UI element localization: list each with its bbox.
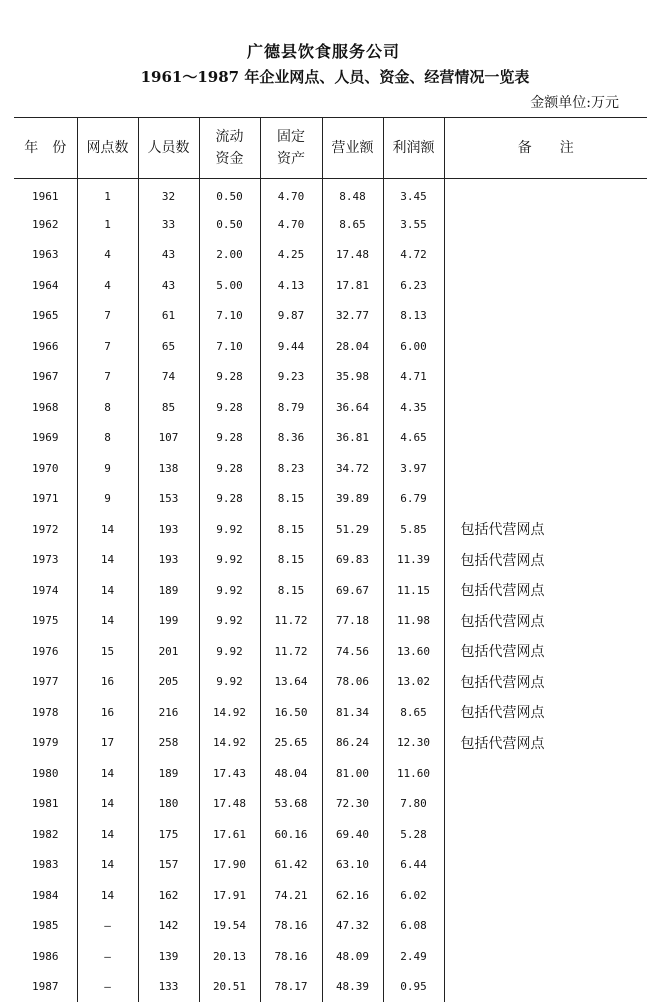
cell-remarks bbox=[444, 362, 647, 393]
cell-year: 1978 bbox=[14, 697, 77, 728]
cell-revenue: 35.98 bbox=[322, 362, 383, 393]
cell-outlets: 7 bbox=[77, 331, 138, 362]
cell-year: 1973 bbox=[14, 545, 77, 576]
cell-year: 1983 bbox=[14, 850, 77, 881]
cell-year: 1977 bbox=[14, 667, 77, 698]
cell-outlets: — bbox=[77, 911, 138, 942]
table-row bbox=[14, 697, 647, 728]
cell-staff: 201 bbox=[138, 636, 199, 667]
cell-outlets: 8 bbox=[77, 423, 138, 454]
cell-remarks bbox=[444, 850, 647, 881]
cell-remarks bbox=[444, 392, 647, 423]
cell-revenue: 72.30 bbox=[322, 789, 383, 820]
cell-working-capital: 0.50 bbox=[199, 209, 260, 240]
cell-staff: 180 bbox=[138, 789, 199, 820]
cell-revenue: 51.29 bbox=[322, 514, 383, 545]
cell-remarks bbox=[444, 880, 647, 911]
table-row bbox=[14, 819, 647, 850]
cell-year: 1971 bbox=[14, 484, 77, 515]
cell-remarks: 包括代营网点 bbox=[444, 606, 647, 637]
cell-outlets: 14 bbox=[77, 850, 138, 881]
table-row bbox=[14, 911, 647, 942]
cell-fixed-assets: 78.17 bbox=[260, 972, 322, 1002]
cell-fixed-assets: 4.70 bbox=[260, 209, 322, 240]
cell-profit: 8.13 bbox=[383, 301, 444, 332]
header-remarks: 备 注 bbox=[444, 118, 647, 179]
header-outlets: 网点数 bbox=[77, 118, 138, 179]
cell-year: 1986 bbox=[14, 941, 77, 972]
cell-revenue: 48.09 bbox=[322, 941, 383, 972]
cell-outlets: 14 bbox=[77, 575, 138, 606]
table-row bbox=[14, 636, 647, 667]
cell-year: 1965 bbox=[14, 301, 77, 332]
header-profit: 利润额 bbox=[383, 118, 444, 179]
cell-working-capital: 9.28 bbox=[199, 423, 260, 454]
cell-fixed-assets: 25.65 bbox=[260, 728, 322, 759]
cell-revenue: 39.89 bbox=[322, 484, 383, 515]
cell-remarks bbox=[444, 911, 647, 942]
cell-profit: 4.65 bbox=[383, 423, 444, 454]
cell-remarks bbox=[444, 331, 647, 362]
cell-staff: 107 bbox=[138, 423, 199, 454]
cell-profit: 11.60 bbox=[383, 758, 444, 789]
cell-remarks: 包括代营网点 bbox=[444, 697, 647, 728]
cell-outlets: 14 bbox=[77, 758, 138, 789]
cell-working-capital: 17.48 bbox=[199, 789, 260, 820]
cell-working-capital: 20.51 bbox=[199, 972, 260, 1002]
table-row bbox=[14, 484, 647, 515]
cell-fixed-assets: 8.15 bbox=[260, 514, 322, 545]
cell-profit: 6.79 bbox=[383, 484, 444, 515]
cell-fixed-assets: 48.04 bbox=[260, 758, 322, 789]
cell-remarks: 包括代营网点 bbox=[444, 728, 647, 759]
cell-staff: 65 bbox=[138, 331, 199, 362]
cell-working-capital: 0.50 bbox=[199, 179, 260, 210]
table-row bbox=[14, 270, 647, 301]
cell-year: 1974 bbox=[14, 575, 77, 606]
cell-year: 1985 bbox=[14, 911, 77, 942]
cell-profit: 6.44 bbox=[383, 850, 444, 881]
header-year: 年 份 bbox=[14, 118, 77, 179]
cell-profit: 3.55 bbox=[383, 209, 444, 240]
cell-profit: 13.60 bbox=[383, 636, 444, 667]
cell-working-capital: 9.92 bbox=[199, 606, 260, 637]
cell-remarks: 包括代营网点 bbox=[444, 514, 647, 545]
cell-working-capital: 14.92 bbox=[199, 728, 260, 759]
cell-staff: 199 bbox=[138, 606, 199, 637]
cell-staff: 157 bbox=[138, 850, 199, 881]
cell-profit: 11.15 bbox=[383, 575, 444, 606]
cell-remarks: 包括代营网点 bbox=[444, 636, 647, 667]
table-body bbox=[14, 179, 647, 1002]
table-row bbox=[14, 209, 647, 240]
cell-profit: 4.72 bbox=[383, 240, 444, 271]
cell-remarks: 包括代营网点 bbox=[444, 667, 647, 698]
cell-year: 1984 bbox=[14, 880, 77, 911]
table-row bbox=[14, 758, 647, 789]
table-row bbox=[14, 240, 647, 271]
cell-outlets: 16 bbox=[77, 697, 138, 728]
cell-fixed-assets: 9.23 bbox=[260, 362, 322, 393]
header-working-capital bbox=[199, 118, 260, 179]
unit-label: 金额单位:万元 bbox=[530, 92, 619, 112]
cell-fixed-assets: 11.72 bbox=[260, 606, 322, 637]
cell-revenue: 78.06 bbox=[322, 667, 383, 698]
cell-outlets: — bbox=[77, 941, 138, 972]
cell-fixed-assets: 78.16 bbox=[260, 911, 322, 942]
cell-fixed-assets: 8.36 bbox=[260, 423, 322, 454]
table-header-row bbox=[14, 118, 647, 179]
cell-revenue: 48.39 bbox=[322, 972, 383, 1002]
cell-remarks bbox=[444, 423, 647, 454]
table-row bbox=[14, 728, 647, 759]
cell-profit: 3.45 bbox=[383, 179, 444, 210]
cell-year: 1976 bbox=[14, 636, 77, 667]
cell-staff: 258 bbox=[138, 728, 199, 759]
cell-working-capital: 17.91 bbox=[199, 880, 260, 911]
cell-profit: 3.97 bbox=[383, 453, 444, 484]
cell-remarks bbox=[444, 453, 647, 484]
cell-outlets: 14 bbox=[77, 514, 138, 545]
table-row bbox=[14, 423, 647, 454]
cell-outlets: 17 bbox=[77, 728, 138, 759]
cell-working-capital: 9.28 bbox=[199, 362, 260, 393]
cell-staff: 175 bbox=[138, 819, 199, 850]
cell-fixed-assets: 8.79 bbox=[260, 392, 322, 423]
table-row bbox=[14, 362, 647, 393]
cell-fixed-assets: 16.50 bbox=[260, 697, 322, 728]
cell-remarks bbox=[444, 179, 647, 210]
cell-revenue: 32.77 bbox=[322, 301, 383, 332]
cell-staff: 216 bbox=[138, 697, 199, 728]
cell-working-capital: 9.92 bbox=[199, 514, 260, 545]
cell-revenue: 34.72 bbox=[322, 453, 383, 484]
cell-outlets: 9 bbox=[77, 453, 138, 484]
cell-profit: 8.65 bbox=[383, 697, 444, 728]
cell-revenue: 86.24 bbox=[322, 728, 383, 759]
table-row bbox=[14, 667, 647, 698]
cell-profit: 6.00 bbox=[383, 331, 444, 362]
cell-staff: 162 bbox=[138, 880, 199, 911]
cell-year: 1964 bbox=[14, 270, 77, 301]
cell-profit: 0.95 bbox=[383, 972, 444, 1002]
cell-staff: 153 bbox=[138, 484, 199, 515]
cell-revenue: 17.48 bbox=[322, 240, 383, 271]
cell-fixed-assets: 11.72 bbox=[260, 636, 322, 667]
cell-working-capital: 20.13 bbox=[199, 941, 260, 972]
cell-profit: 12.30 bbox=[383, 728, 444, 759]
table-title: 1961～1987 年企业网点、人员、资金、经营情况一览表 bbox=[0, 66, 647, 87]
cell-revenue: 47.32 bbox=[322, 911, 383, 942]
cell-year: 1982 bbox=[14, 819, 77, 850]
cell-remarks bbox=[444, 484, 647, 515]
cell-remarks: 包括代营网点 bbox=[444, 545, 647, 576]
cell-revenue: 28.04 bbox=[322, 331, 383, 362]
cell-year: 1969 bbox=[14, 423, 77, 454]
header-staff: 人员数 bbox=[138, 118, 199, 179]
cell-working-capital: 7.10 bbox=[199, 331, 260, 362]
table-row bbox=[14, 606, 647, 637]
cell-fixed-assets: 9.87 bbox=[260, 301, 322, 332]
cell-outlets: 14 bbox=[77, 545, 138, 576]
cell-fixed-assets: 61.42 bbox=[260, 850, 322, 881]
cell-working-capital: 9.92 bbox=[199, 636, 260, 667]
cell-revenue: 74.56 bbox=[322, 636, 383, 667]
cell-outlets: 14 bbox=[77, 880, 138, 911]
cell-working-capital: 17.90 bbox=[199, 850, 260, 881]
cell-remarks bbox=[444, 819, 647, 850]
cell-revenue: 81.00 bbox=[322, 758, 383, 789]
cell-outlets: 4 bbox=[77, 240, 138, 271]
cell-profit: 5.85 bbox=[383, 514, 444, 545]
cell-working-capital: 5.00 bbox=[199, 270, 260, 301]
cell-working-capital: 9.28 bbox=[199, 484, 260, 515]
cell-remarks: 包括代营网点 bbox=[444, 575, 647, 606]
cell-working-capital: 2.00 bbox=[199, 240, 260, 271]
cell-revenue: 62.16 bbox=[322, 880, 383, 911]
cell-revenue: 77.18 bbox=[322, 606, 383, 637]
cell-fixed-assets: 4.70 bbox=[260, 179, 322, 210]
cell-outlets: 1 bbox=[77, 179, 138, 210]
cell-outlets: 15 bbox=[77, 636, 138, 667]
cell-working-capital: 7.10 bbox=[199, 301, 260, 332]
cell-remarks bbox=[444, 240, 647, 271]
cell-fixed-assets: 4.25 bbox=[260, 240, 322, 271]
table-row bbox=[14, 789, 647, 820]
cell-fixed-assets: 4.13 bbox=[260, 270, 322, 301]
cell-revenue: 36.64 bbox=[322, 392, 383, 423]
cell-profit: 4.35 bbox=[383, 392, 444, 423]
cell-remarks bbox=[444, 941, 647, 972]
cell-outlets: 7 bbox=[77, 301, 138, 332]
cell-remarks bbox=[444, 209, 647, 240]
page-title: 广德县饮食服务公司 bbox=[0, 39, 647, 62]
cell-revenue: 69.83 bbox=[322, 545, 383, 576]
header-fixed-assets-text: 固定资产 bbox=[276, 126, 306, 170]
cell-working-capital: 14.92 bbox=[199, 697, 260, 728]
cell-fixed-assets: 8.23 bbox=[260, 453, 322, 484]
cell-outlets: 16 bbox=[77, 667, 138, 698]
cell-working-capital: 9.92 bbox=[199, 545, 260, 576]
cell-staff: 189 bbox=[138, 575, 199, 606]
cell-profit: 13.02 bbox=[383, 667, 444, 698]
table-row bbox=[14, 941, 647, 972]
cell-staff: 85 bbox=[138, 392, 199, 423]
cell-profit: 6.08 bbox=[383, 911, 444, 942]
cell-working-capital: 19.54 bbox=[199, 911, 260, 942]
table-row bbox=[14, 179, 647, 210]
cell-fixed-assets: 9.44 bbox=[260, 331, 322, 362]
cell-profit: 11.39 bbox=[383, 545, 444, 576]
cell-staff: 142 bbox=[138, 911, 199, 942]
cell-remarks bbox=[444, 972, 647, 1002]
cell-profit: 11.98 bbox=[383, 606, 444, 637]
cell-outlets: — bbox=[77, 972, 138, 1002]
cell-revenue: 69.67 bbox=[322, 575, 383, 606]
cell-staff: 133 bbox=[138, 972, 199, 1002]
cell-fixed-assets: 78.16 bbox=[260, 941, 322, 972]
cell-revenue: 17.81 bbox=[322, 270, 383, 301]
cell-outlets: 9 bbox=[77, 484, 138, 515]
cell-fixed-assets: 60.16 bbox=[260, 819, 322, 850]
cell-fixed-assets: 8.15 bbox=[260, 575, 322, 606]
table-row bbox=[14, 301, 647, 332]
cell-remarks bbox=[444, 758, 647, 789]
cell-staff: 193 bbox=[138, 545, 199, 576]
cell-profit: 6.23 bbox=[383, 270, 444, 301]
cell-outlets: 8 bbox=[77, 392, 138, 423]
table-row bbox=[14, 972, 647, 1002]
cell-profit: 6.02 bbox=[383, 880, 444, 911]
cell-staff: 32 bbox=[138, 179, 199, 210]
cell-year: 1967 bbox=[14, 362, 77, 393]
cell-revenue: 63.10 bbox=[322, 850, 383, 881]
cell-outlets: 4 bbox=[77, 270, 138, 301]
cell-working-capital: 9.28 bbox=[199, 392, 260, 423]
cell-remarks bbox=[444, 301, 647, 332]
table-row bbox=[14, 514, 647, 545]
data-table bbox=[14, 117, 647, 1002]
cell-outlets: 7 bbox=[77, 362, 138, 393]
cell-staff: 74 bbox=[138, 362, 199, 393]
cell-outlets: 14 bbox=[77, 819, 138, 850]
cell-staff: 43 bbox=[138, 240, 199, 271]
cell-staff: 61 bbox=[138, 301, 199, 332]
cell-revenue: 36.81 bbox=[322, 423, 383, 454]
cell-staff: 189 bbox=[138, 758, 199, 789]
cell-outlets: 1 bbox=[77, 209, 138, 240]
cell-year: 1968 bbox=[14, 392, 77, 423]
table-row bbox=[14, 850, 647, 881]
cell-year: 1975 bbox=[14, 606, 77, 637]
cell-profit: 7.80 bbox=[383, 789, 444, 820]
cell-revenue: 8.65 bbox=[322, 209, 383, 240]
cell-year: 1980 bbox=[14, 758, 77, 789]
table-row bbox=[14, 575, 647, 606]
cell-fixed-assets: 8.15 bbox=[260, 484, 322, 515]
cell-year: 1979 bbox=[14, 728, 77, 759]
header-working-capital-text: 流动资金 bbox=[215, 126, 245, 170]
cell-profit: 5.28 bbox=[383, 819, 444, 850]
table-row bbox=[14, 392, 647, 423]
cell-working-capital: 9.92 bbox=[199, 575, 260, 606]
cell-outlets: 14 bbox=[77, 789, 138, 820]
cell-working-capital: 9.92 bbox=[199, 667, 260, 698]
cell-profit: 2.49 bbox=[383, 941, 444, 972]
cell-staff: 193 bbox=[138, 514, 199, 545]
cell-profit: 4.71 bbox=[383, 362, 444, 393]
cell-outlets: 14 bbox=[77, 606, 138, 637]
cell-fixed-assets: 8.15 bbox=[260, 545, 322, 576]
table-row bbox=[14, 453, 647, 484]
cell-staff: 139 bbox=[138, 941, 199, 972]
cell-working-capital: 17.43 bbox=[199, 758, 260, 789]
cell-year: 1961 bbox=[14, 179, 77, 210]
table-row bbox=[14, 880, 647, 911]
cell-year: 1987 bbox=[14, 972, 77, 1002]
table-row bbox=[14, 545, 647, 576]
cell-revenue: 69.40 bbox=[322, 819, 383, 850]
cell-working-capital: 17.61 bbox=[199, 819, 260, 850]
cell-fixed-assets: 53.68 bbox=[260, 789, 322, 820]
cell-remarks bbox=[444, 270, 647, 301]
header-fixed-assets bbox=[260, 118, 322, 179]
cell-working-capital: 9.28 bbox=[199, 453, 260, 484]
cell-year: 1970 bbox=[14, 453, 77, 484]
table-row bbox=[14, 331, 647, 362]
header-revenue: 营业额 bbox=[322, 118, 383, 179]
cell-revenue: 8.48 bbox=[322, 179, 383, 210]
cell-staff: 205 bbox=[138, 667, 199, 698]
cell-year: 1981 bbox=[14, 789, 77, 820]
cell-staff: 43 bbox=[138, 270, 199, 301]
cell-year: 1972 bbox=[14, 514, 77, 545]
cell-staff: 33 bbox=[138, 209, 199, 240]
cell-year: 1962 bbox=[14, 209, 77, 240]
cell-revenue: 81.34 bbox=[322, 697, 383, 728]
cell-staff: 138 bbox=[138, 453, 199, 484]
cell-year: 1966 bbox=[14, 331, 77, 362]
cell-year: 1963 bbox=[14, 240, 77, 271]
cell-fixed-assets: 74.21 bbox=[260, 880, 322, 911]
cell-remarks bbox=[444, 789, 647, 820]
cell-fixed-assets: 13.64 bbox=[260, 667, 322, 698]
